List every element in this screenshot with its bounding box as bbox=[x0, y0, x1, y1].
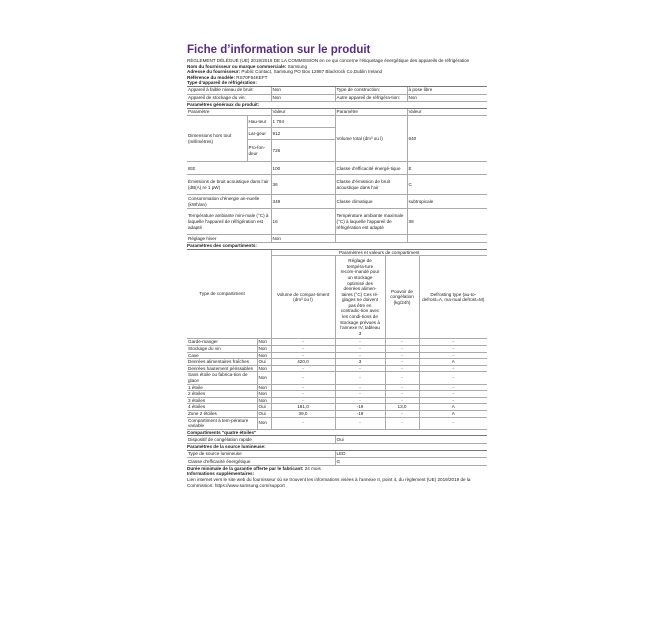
compartment-present: Non bbox=[257, 346, 271, 353]
table-row: IEE 100 Classe d’efficacité énergé-tique E bbox=[187, 162, 487, 175]
compartment-value: - bbox=[385, 352, 419, 359]
support-link[interactable]: https://www.samsung.com/support bbox=[214, 482, 285, 488]
compartment-row bbox=[187, 359, 487, 366]
compartment-name: 4 étoiles bbox=[187, 404, 257, 411]
compartment-value: - bbox=[271, 391, 335, 398]
col-temp-header: Réglage de tempéra-ture recom-mandé pour un stockage optimisé des denrées alimen-taires (°C) Ces ré-glages ne doivent pas être en contradic-tion avec les condi-tions de stockage prévues à l’annexe IV, tableau 3 bbox=[335, 256, 385, 339]
compartment-name: Cave bbox=[187, 352, 257, 359]
compartment-row bbox=[187, 397, 487, 404]
table-row: Réglage hiver Non bbox=[187, 235, 487, 243]
compartment-value: A bbox=[419, 359, 487, 366]
compartment-row bbox=[187, 352, 487, 359]
table-row: Appareil à faible niveau de bruit: Non Type de construction: à pose libre bbox=[187, 87, 487, 94]
compartment-present: Oui bbox=[257, 410, 271, 417]
table-row: Appareil de stockage du vin: Non Autre appareil de réfrigéra-tion: Non bbox=[187, 94, 487, 102]
compartment-value: - bbox=[385, 410, 419, 417]
compartment-value: - bbox=[335, 391, 385, 398]
compartment-value: - bbox=[419, 397, 487, 404]
four-star-heading: Compartiments "quatre étoiles" bbox=[187, 430, 487, 437]
compartment-name: Denrées hautement périssables bbox=[187, 365, 257, 372]
col-defrost-header: Defrosting type (au-to-defrost=A, ma-nual defrost=M) bbox=[419, 256, 487, 339]
compartment-row bbox=[187, 391, 487, 398]
compartment-row bbox=[187, 404, 487, 411]
compartment-value: - bbox=[419, 384, 487, 391]
compartment-value: - bbox=[385, 359, 419, 366]
compartment-value: - bbox=[419, 346, 487, 353]
compartment-value: -19 bbox=[335, 410, 385, 417]
type-table bbox=[187, 87, 487, 102]
compartment-value: - bbox=[385, 365, 419, 372]
table-row: Lar-geur 912 bbox=[187, 128, 487, 140]
info-text: Lien internet vers le site web du fournisseur où se trouvent les informations visées à l’annexe II, point 4, du règlement (UE) 2019/2019 de la Commission: https://www.samsung.com/support bbox=[187, 476, 471, 488]
regulation-text: RÈGLEMENT DÉLÉGUÉ (UE) 2019/2016 DE LA COMMISSION en ce qui concerne l’étiquetage énergétique des appareils de réfrigération bbox=[187, 58, 470, 63]
light-source-heading: Paramètres de la source lumineuse: bbox=[187, 444, 487, 451]
compartment-value: - bbox=[419, 352, 487, 359]
compartment-value: 420,0 bbox=[271, 359, 335, 366]
table-row: Dispositif de congélation rapide Oui bbox=[187, 436, 487, 443]
compartment-present: Non bbox=[257, 339, 271, 346]
volume-value: 640 bbox=[407, 116, 487, 162]
address-line: Adresse du fournisseur: Public Contact, Samsung PO Box 12987 Blackrock Co,Dublin Ireland bbox=[187, 69, 383, 75]
compartment-value: - bbox=[335, 372, 385, 384]
four-star-table bbox=[187, 436, 487, 444]
compartment-value: - bbox=[385, 372, 419, 384]
compartment-present: Oui bbox=[257, 359, 271, 366]
compartment-value: - bbox=[335, 417, 385, 429]
compartment-present: Non bbox=[257, 397, 271, 404]
compartment-row bbox=[187, 346, 487, 353]
compartment-value: - bbox=[335, 397, 385, 404]
general-section-heading: Paramètres généraux du produit: bbox=[187, 102, 487, 109]
compartment-value: - bbox=[335, 352, 385, 359]
compartment-value: - bbox=[271, 339, 335, 346]
compartment-value: - bbox=[419, 372, 487, 384]
compartment-value: - bbox=[419, 417, 487, 429]
compartment-value: - bbox=[335, 384, 385, 391]
compartment-row bbox=[187, 410, 487, 417]
compartment-row bbox=[187, 365, 487, 372]
compartment-value: - bbox=[271, 365, 335, 372]
product-information-sheet bbox=[187, 44, 487, 488]
compartment-value: - bbox=[335, 346, 385, 353]
col-type-header: Type de compartiment bbox=[187, 250, 257, 339]
model-line: Référence du modèle: RS70F64KEFT bbox=[187, 74, 268, 80]
compartment-value: A bbox=[419, 404, 487, 411]
dimensions-label: Dimensions hors tout (millimètres) bbox=[187, 116, 247, 162]
compartment-value: - bbox=[385, 384, 419, 391]
compartment-row bbox=[187, 417, 487, 429]
compartment-value: - bbox=[385, 417, 419, 429]
col-volume-header: Volume de compar-timent (dm³ ou l) bbox=[271, 256, 335, 339]
table-header-row: Paramètre Valeur Paramètre Valeur bbox=[187, 109, 487, 116]
compartment-value: - bbox=[271, 346, 335, 353]
compartment-present: Non bbox=[257, 365, 271, 372]
compartment-name: Garde-manger bbox=[187, 339, 257, 346]
compartment-name: Stockage du vin bbox=[187, 346, 257, 353]
light-source-table bbox=[187, 451, 487, 466]
volume-label: Volume total (dm³ ou l) bbox=[335, 116, 407, 162]
compartments-table bbox=[187, 250, 487, 430]
table-row: Émissions de bruit acoustique dans l’air (dB(A) re 1 pW) 36 Classe d’émission de bruit acoustique dans l’air C bbox=[187, 175, 487, 195]
compartment-value: - bbox=[271, 352, 335, 359]
compartment-present: Non bbox=[257, 417, 271, 429]
table-row: Pro-fon-deur 726 bbox=[187, 140, 487, 162]
supplier-line: Nom du fournisseur ou marque commerciale: Samsung bbox=[187, 63, 308, 69]
compartment-value: - bbox=[335, 365, 385, 372]
compartment-value: - bbox=[385, 346, 419, 353]
compartment-value: A bbox=[419, 410, 487, 417]
compartment-name: Compartiment à tem-pérature variable bbox=[187, 417, 257, 429]
col-freeze-header: Pouvoir de congélation (kg/24h) bbox=[385, 256, 419, 339]
compartment-row bbox=[187, 372, 487, 384]
compartment-name: 1 étoile bbox=[187, 384, 257, 391]
compartment-value: - bbox=[385, 339, 419, 346]
table-row: Dimensions hors tout (millimètres) Hau-teur 1 794 Volume total (dm³ ou l) 640 bbox=[187, 116, 487, 128]
compartment-value: - bbox=[419, 365, 487, 372]
compartment-value: 13,0 bbox=[385, 404, 419, 411]
compartments-body bbox=[187, 339, 487, 429]
compartment-present: Non bbox=[257, 391, 271, 398]
type-section-heading: Type d’appareil de réfrigération: bbox=[187, 80, 487, 87]
compartment-value: 39,0 bbox=[271, 410, 335, 417]
compartment-present: Non bbox=[257, 384, 271, 391]
compartment-value: - bbox=[271, 384, 335, 391]
compartment-value: - bbox=[271, 397, 335, 404]
compartment-value: -19 bbox=[335, 404, 385, 411]
compartment-name: Zone 2 étoiles bbox=[187, 410, 257, 417]
compartment-name: Sans étoile ou fabrica-tion de glace bbox=[187, 372, 257, 384]
compartment-value: - bbox=[385, 397, 419, 404]
compartment-value: - bbox=[271, 417, 335, 429]
compartment-value: 3 bbox=[335, 359, 385, 366]
table-row: Type de source lumineuse LED bbox=[187, 451, 487, 458]
table-row: Classe d’efficacité énergétique G bbox=[187, 458, 487, 466]
compartment-value: - bbox=[419, 339, 487, 346]
compartment-row bbox=[187, 339, 487, 346]
compartment-value: - bbox=[335, 339, 385, 346]
group-header: Paramètres et valeurs de compartiment bbox=[271, 250, 487, 256]
compartment-value: 181,0 bbox=[271, 404, 335, 411]
compartment-name: Denrées alimentaires fraîches bbox=[187, 359, 257, 366]
compartments-section-heading: Paramètres des compartiments: bbox=[187, 243, 487, 250]
compartment-present: Non bbox=[257, 352, 271, 359]
general-table bbox=[187, 109, 487, 243]
compartment-name: 3 étoiles bbox=[187, 397, 257, 404]
compartment-present: Oui bbox=[257, 404, 271, 411]
compartment-value: - bbox=[385, 391, 419, 398]
page-title: Fiche d’information sur le produit bbox=[187, 44, 371, 56]
compartment-row bbox=[187, 384, 487, 391]
compartment-value: - bbox=[271, 372, 335, 384]
table-row: Température ambiante mini-male (°C) à laquelle l’appareil de réfrigération est adapté 16 Température ambiante maximale (°C) à laquelle l’appareil de réfrigération est adapté 38 bbox=[187, 209, 487, 235]
info-heading: Informations supplémentaires: bbox=[187, 471, 255, 477]
compartment-value: - bbox=[419, 391, 487, 398]
warranty-line: Durée minimale de la garantie offerte par le fabricant: 24 mois bbox=[187, 465, 321, 471]
table-row: Consommation d’énergie an-nuelle (kWh/an) 349 Classe climatique subtropicale bbox=[187, 195, 487, 209]
compartment-present: Non bbox=[257, 372, 271, 384]
compartment-name: 2 étoiles bbox=[187, 391, 257, 398]
